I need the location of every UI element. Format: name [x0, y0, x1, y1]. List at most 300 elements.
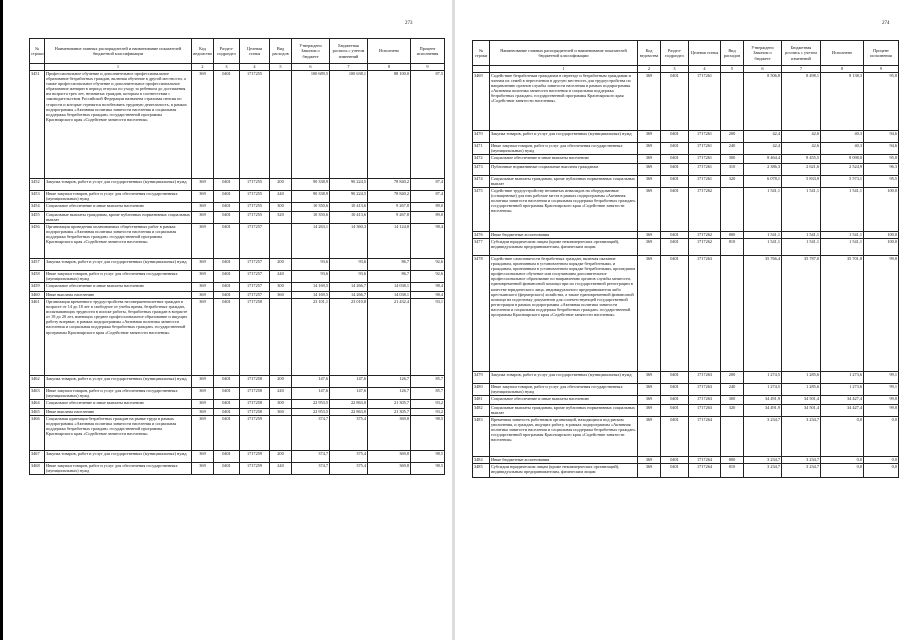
header-row — [30, 39, 445, 64]
cell-dept-code: 369 — [638, 464, 661, 478]
cell-expense-type: 200 — [721, 372, 744, 384]
header-executed-amount: Исполнено — [821, 41, 864, 66]
cell-item-name: Иные закупки товаров, работ и услуг для обеспечения государственных (муниципальных) нужд — [490, 384, 638, 396]
cell-target-item: 1717258 — [240, 376, 270, 388]
cell-approved-amount: 14 263,1 — [292, 224, 330, 259]
column-number: 7 — [330, 64, 368, 71]
cell-approved-amount: 14 169,5 — [292, 283, 330, 292]
cell-execution-percent: 92,6 — [411, 271, 445, 283]
cell-approved-amount: 93,6 — [292, 271, 330, 283]
cell-execution-percent: 93,2 — [411, 400, 445, 409]
cell-target-item: 1717263 — [689, 256, 721, 372]
cell-executed-amount: 8 098,0 — [821, 155, 864, 164]
cell-section-code: 0401 — [214, 463, 240, 475]
cell-revised-amount: 22 863,0 — [330, 409, 368, 416]
cell-section-code: 0401 — [214, 400, 240, 409]
cell-section-code: 0401 — [661, 372, 689, 384]
cell-execution-percent: 92,6 — [411, 259, 445, 271]
cell-expense-type: 810 — [721, 464, 744, 478]
cell-revised-amount: 93,6 — [330, 271, 368, 283]
cell-expense-type: 810 — [721, 239, 744, 256]
cell-item-name: Иные бюджетные ассигнования — [490, 457, 638, 464]
cell-revised-amount: 147,6 — [330, 388, 368, 400]
cell-approved-amount: 35 766,4 — [744, 256, 782, 372]
cell-item-name: Субсидии юридическим лицам (кроме некоммерческих организаций), индивидуальным предпринимателям, физическим лицам — [490, 239, 638, 256]
cell-row-number: 3473 — [473, 164, 490, 176]
cell-revised-amount: 375,4 — [330, 463, 368, 475]
cell-approved-amount: 42,4 — [744, 143, 782, 155]
cell-expense-type: 200 — [270, 259, 292, 271]
table-row — [30, 71, 445, 179]
cell-dept-code: 369 — [192, 203, 214, 212]
cell-execution-percent: 93,2 — [411, 409, 445, 416]
table-row — [473, 256, 899, 372]
cell-executed-amount: 8 138,3 — [821, 73, 864, 131]
cell-execution-percent: 98,5 — [411, 416, 445, 451]
table-row — [473, 396, 899, 405]
cell-row-number: 3485 — [473, 464, 490, 478]
cell-item-name: Содействие трудоустройству незанятых инвалидов на оборудованные (оснащенные) для них рабочие места в рамках подпрограммы «Активная политика занятости населения и социальная поддержка безработных граждан» государственной программы Красноярского края «Содействие занятости населения» — [490, 188, 638, 232]
cell-item-name: Социальное обеспечение и иные выплаты населению — [490, 155, 638, 164]
cell-approved-amount: 34 491,9 — [744, 396, 782, 405]
cell-item-name: Закупка товаров, работ и услуг для государственных (муниципальных) нужд — [45, 259, 192, 271]
cell-revised-amount: 3 234,7 — [782, 464, 821, 478]
table-row — [473, 417, 899, 457]
cell-dept-code: 369 — [192, 259, 214, 271]
cell-item-name: Субсидии юридическим лицам (кроме некоммерческих организаций), индивидуальным предпринимателям, физическим лицам — [490, 464, 638, 478]
cell-executed-amount: 369,8 — [368, 416, 411, 451]
cell-revised-amount: 1 541,1 — [782, 239, 821, 256]
cell-revised-amount: 90 224,5 — [330, 179, 368, 191]
cell-row-number: 3454 — [30, 203, 45, 212]
cell-revised-amount: 42,6 — [782, 131, 821, 143]
column-number-row — [473, 66, 899, 73]
cell-item-name: Публичные нормативные социальные выплаты гражданам — [490, 164, 638, 176]
cell-item-name: Социальное обеспечение и иные выплаты населению — [45, 283, 192, 292]
cell-row-number: 3457 — [30, 259, 45, 271]
cell-revised-amount: 93,6 — [330, 259, 368, 271]
cell-section-code: 0401 — [214, 203, 240, 212]
table-row — [473, 239, 899, 256]
cell-expense-type: 200 — [270, 179, 292, 191]
cell-section-code: 0401 — [214, 179, 240, 191]
cell-target-item: 1717264 — [689, 457, 721, 464]
cell-target-item: 1717262 — [689, 232, 721, 239]
cell-row-number: 3477 — [473, 239, 490, 256]
cell-dept-code: 369 — [638, 417, 661, 457]
cell-expense-type — [270, 416, 292, 451]
cell-dept-code: 369 — [192, 71, 214, 179]
header-row-number: № строки — [30, 39, 45, 64]
cell-expense-type — [270, 224, 292, 259]
table-row — [30, 259, 445, 271]
column-number: 6 — [744, 66, 782, 73]
cell-expense-type: 300 — [270, 283, 292, 292]
column-number: 5 — [270, 64, 292, 71]
column-number: 8 — [368, 64, 411, 71]
header-execution-percent: Процент исполнения — [864, 41, 899, 66]
cell-section-code: 0401 — [661, 73, 689, 131]
cell-revised-amount: 375,4 — [330, 416, 368, 451]
table-row — [30, 376, 445, 388]
cell-target-item: 1717258 — [240, 400, 270, 409]
cell-revised-amount: 10 413,6 — [330, 203, 368, 212]
column-number: 1 — [490, 66, 638, 73]
cell-approved-amount: 1 541,1 — [744, 239, 782, 256]
cell-row-number: 3458 — [30, 271, 45, 283]
cell-row-number: 3461 — [30, 299, 45, 376]
cell-dept-code: 369 — [638, 232, 661, 239]
cell-item-name: Иные закупки товаров, работ и услуг для обеспечения государственных (муниципальных) нужд — [45, 191, 192, 203]
cell-target-item: 1717258 — [240, 409, 270, 416]
cell-section-code: 0401 — [214, 416, 240, 451]
cell-item-name: Иные закупки товаров, работ и услуг для обеспечения государственных (муниципальных) нужд — [45, 271, 192, 283]
cell-target-item: 1717262 — [689, 239, 721, 256]
cell-expense-type — [721, 188, 744, 232]
cell-item-name: Иные бюджетные ассигнования — [490, 232, 638, 239]
cell-section-code: 0401 — [214, 451, 240, 463]
cell-row-number: 3469 — [473, 73, 490, 131]
cell-expense-type: 240 — [721, 384, 744, 396]
cell-row-number: 3484 — [473, 457, 490, 464]
cell-execution-percent: 89,0 — [411, 203, 445, 212]
column-number: 4 — [240, 64, 270, 71]
cell-item-name: Закупка товаров, работ и услуг для государственных (муниципальных) нужд — [45, 376, 192, 388]
cell-row-number: 3472 — [473, 155, 490, 164]
cell-dept-code: 369 — [638, 457, 661, 464]
cell-revised-amount: 3 234,7 — [782, 457, 821, 464]
cell-dept-code: 369 — [638, 239, 661, 256]
cell-executed-amount: 14 038,1 — [368, 283, 411, 292]
cell-approved-amount: 3 234,7 — [744, 417, 782, 457]
page-number: 274 — [882, 21, 890, 26]
cell-expense-type: 240 — [270, 463, 292, 475]
right-page — [455, 0, 905, 640]
cell-item-name: Закупка товаров, работ и услуг для государственных (муниципальных) нужд — [490, 131, 638, 143]
header-row-number: № строки — [473, 41, 490, 66]
cell-section-code: 0401 — [214, 292, 240, 299]
cell-approved-amount: 93,6 — [292, 259, 330, 271]
cell-expense-type: 360 — [270, 292, 292, 299]
cell-executed-amount: 86,7 — [368, 259, 411, 271]
cell-expense-type — [270, 71, 292, 179]
cell-expense-type: 320 — [721, 176, 744, 188]
cell-section-code: 0401 — [214, 299, 240, 376]
cell-row-number: 3453 — [30, 191, 45, 203]
cell-executed-amount: 21 432,4 — [368, 299, 411, 376]
cell-approved-amount: 6 078,1 — [744, 176, 782, 188]
table-row — [30, 179, 445, 191]
header-executed-amount: Исполнено — [368, 39, 411, 64]
cell-row-number: 3468 — [30, 463, 45, 475]
cell-revised-amount: 1 541,1 — [782, 232, 821, 239]
cell-executed-amount: 9 267,8 — [368, 212, 411, 224]
cell-execution-percent: 0,0 — [864, 417, 899, 457]
cell-dept-code: 369 — [638, 256, 661, 372]
cell-row-number: 3474 — [473, 176, 490, 188]
cell-revised-amount: 1 285,6 — [782, 372, 821, 384]
cell-row-number: 3459 — [30, 283, 45, 292]
table-row — [30, 212, 445, 224]
cell-dept-code: 369 — [638, 405, 661, 417]
header-execution-percent: Процент исполнения — [411, 39, 445, 64]
cell-row-number: 3476 — [473, 232, 490, 239]
cell-executed-amount: 1 273,6 — [821, 384, 864, 396]
cell-row-number: 3464 — [30, 400, 45, 409]
cell-expense-type: 310 — [721, 164, 744, 176]
cell-target-item: 1717262 — [689, 188, 721, 232]
cell-row-number: 3455 — [30, 212, 45, 224]
cell-target-item: 1717263 — [689, 396, 721, 405]
cell-target-item: 1717261 — [689, 143, 721, 155]
header-section-code: Раздел-подраздел — [214, 39, 240, 64]
cell-revised-amount: 34 501,4 — [782, 405, 821, 417]
cell-executed-amount: 0,0 — [821, 457, 864, 464]
column-number: 2 — [192, 64, 214, 71]
column-number: 6 — [292, 64, 330, 71]
cell-revised-amount: 34 501,4 — [782, 396, 821, 405]
cell-row-number: 3481 — [473, 396, 490, 405]
cell-item-name: Иные закупки товаров, работ и услуг для обеспечения государственных (муниципальных) нужд — [45, 388, 192, 400]
cell-item-name: Социальное обеспечение и иные выплаты населению — [45, 400, 192, 409]
cell-approved-amount: 374,7 — [292, 416, 330, 451]
cell-section-code: 0401 — [661, 188, 689, 232]
header-approved-amount: Утверждено Законом о бюджете — [292, 39, 330, 64]
table-row — [473, 155, 899, 164]
cell-target-item: 1717263 — [689, 405, 721, 417]
cell-dept-code: 369 — [192, 212, 214, 224]
cell-row-number: 3483 — [473, 417, 490, 457]
cell-item-name: Организация проведения оплачиваемых общественных работ в рамках подпрограммы «Активная политика занятости населения и социальная поддержка безработных граждан» государственной программы Красноярского края «Содействие занятости населения» — [45, 224, 192, 259]
cell-expense-type: 240 — [270, 191, 292, 203]
table-row — [473, 464, 899, 478]
cell-dept-code: 369 — [192, 376, 214, 388]
cell-expense-type — [270, 299, 292, 376]
cell-section-code: 0401 — [214, 191, 240, 203]
cell-execution-percent: 93,1 — [411, 299, 445, 376]
cell-dept-code: 369 — [192, 179, 214, 191]
cell-section-code: 0401 — [661, 384, 689, 396]
table-row — [473, 73, 899, 131]
cell-approved-amount: 90 338,9 — [292, 179, 330, 191]
cell-execution-percent: 0,0 — [864, 464, 899, 478]
cell-item-name: Социальные выплаты гражданам, кроме публичных нормативных социальных выплат — [46, 212, 190, 223]
cell-execution-percent: 98,4 — [411, 283, 445, 292]
cell-execution-percent: 100,0 — [864, 188, 899, 232]
cell-expense-type: 300 — [270, 203, 292, 212]
cell-dept-code: 369 — [192, 400, 214, 409]
cell-target-item: 1717259 — [240, 451, 270, 463]
cell-executed-amount: 1 273,6 — [821, 372, 864, 384]
cell-execution-percent: 95,8 — [864, 73, 899, 131]
header-dept-code: Код ведомства — [192, 39, 214, 64]
cell-execution-percent: 100,0 — [864, 232, 899, 239]
column-number: 5 — [721, 66, 744, 73]
cell-approved-amount: 100 689,5 — [292, 71, 330, 179]
table-row — [30, 292, 445, 299]
cell-section-code: 0401 — [661, 464, 689, 478]
cell-target-item: 1717257 — [240, 283, 270, 292]
cell-item-name: Иные закупки товаров, работ и услуг для обеспечения государственных (муниципальных) нужд — [490, 143, 638, 155]
cell-execution-percent: 89,0 — [411, 212, 445, 224]
cell-executed-amount: 126,7 — [368, 388, 411, 400]
header-revised-amount: Бюджетная роспись с учетом изменений — [782, 41, 821, 66]
cell-execution-percent: 99,1 — [864, 384, 899, 396]
table-row — [473, 131, 899, 143]
cell-executed-amount: 2 524,9 — [821, 164, 864, 176]
cell-section-code: 0401 — [661, 155, 689, 164]
header-dept-code: Код ведомства — [638, 41, 661, 66]
cell-item-name: Содействие самозанятости безработных граждан, включая оказание гражданам, признанным в установленном порядке безработными, и гражданам, признанным в установленном порядке безработными, прошедшим профессиональное обучение или получившим дополнительное профессиональное образование по направлению органов службы занятости, единовременной финансовой помощи при их государственной регистрации в качестве юридического лица, индивидуального предпринимателя либо крестьянского (фермерского) хозяйства, а также единовременной финансовой помощи на подготовку документов для соответствующей государственной регистрации в рамках подпрограммы «Активная политика занятости населения и социальная поддержка безработных граждан» государственной программы Красноярского края «Содействие занятости населения» — [490, 256, 638, 372]
header-revised-amount: Бюджетная роспись с учетом изменений — [330, 39, 368, 64]
cell-revised-amount: 23 010,8 — [330, 299, 368, 376]
page-number: 273 — [405, 21, 413, 26]
cell-execution-percent: 99,8 — [864, 396, 899, 405]
cell-target-item: 1717255 — [240, 71, 270, 179]
cell-section-code: 0401 — [661, 143, 689, 155]
cell-expense-type — [721, 256, 744, 372]
cell-target-item: 1717258 — [240, 388, 270, 400]
cell-revised-amount: 2 621,6 — [782, 164, 821, 176]
cell-execution-percent: 87,4 — [411, 191, 445, 203]
cell-target-item: 1717255 — [240, 179, 270, 191]
cell-target-item: 1717261 — [689, 73, 721, 131]
cell-section-code: 0401 — [661, 396, 689, 405]
cell-approved-amount: 2 386,3 — [744, 164, 782, 176]
column-number — [473, 66, 490, 73]
cell-expense-type: 800 — [721, 232, 744, 239]
table-row — [473, 405, 899, 417]
cell-section-code: 0401 — [214, 409, 240, 416]
cell-approved-amount: 147,6 — [292, 376, 330, 388]
column-number: 4 — [689, 66, 721, 73]
cell-executed-amount: 1 541,1 — [821, 188, 864, 232]
cell-row-number: 3462 — [30, 376, 45, 388]
cell-approved-amount: 374,7 — [292, 463, 330, 475]
cell-expense-type: 320 — [721, 405, 744, 417]
cell-executed-amount: 78 840,2 — [368, 191, 411, 203]
cell-execution-percent: 98,4 — [411, 292, 445, 299]
cell-section-code: 0401 — [214, 283, 240, 292]
cell-row-number: 3482 — [473, 405, 490, 417]
cell-execution-percent: 95,5 — [864, 176, 899, 188]
cell-executed-amount: 34 427,4 — [821, 405, 864, 417]
cell-revised-amount: 375,4 — [330, 451, 368, 463]
cell-executed-amount: 0,0 — [821, 417, 864, 457]
cell-executed-amount: 9 267,8 — [368, 203, 411, 212]
cell-target-item: 1717263 — [689, 372, 721, 384]
cell-revised-amount: 35 787,0 — [782, 256, 821, 372]
cell-revised-amount: 42,6 — [782, 143, 821, 155]
cell-execution-percent: 85,7 — [411, 376, 445, 388]
column-number: 2 — [638, 66, 661, 73]
cell-revised-amount: 8 455,5 — [782, 155, 821, 164]
cell-section-code: 0401 — [661, 405, 689, 417]
cell-item-name: Социальное обеспечение и иные выплаты населению — [490, 396, 638, 405]
cell-row-number: 3466 — [30, 416, 45, 451]
column-number: 7 — [782, 66, 821, 73]
table-row — [473, 372, 899, 384]
cell-target-item: 1717261 — [689, 164, 721, 176]
cell-item-name: Профессиональное обучение и дополнительное профессиональное образование безработных граждан, включая обучение в другой местности, а также профессиональное обучение и дополнительное профессиональное образование женщин в период отпуска по уходу за ребенком до достижения им возраста трех лет, незанятых граждан, которым в соответствии с законодательством Российской Федерации назначена страховая пенсия по старости и которые стремятся возобновить трудовую деятельность, в рамках подпрограммы «Активная политика занятости населения и социальная поддержка безработных граждан» государственной программы Красноярского края «Содействие занятости населения» — [45, 71, 192, 179]
cell-dept-code: 369 — [638, 372, 661, 384]
cell-executed-amount: 14 038,1 — [368, 292, 411, 299]
cell-revised-amount: 10 413,6 — [330, 212, 368, 224]
cell-dept-code: 369 — [192, 463, 214, 475]
cell-revised-amount: 8 498,1 — [782, 73, 821, 131]
cell-executed-amount: 369,8 — [368, 463, 411, 475]
cell-revised-amount: 5 833,9 — [782, 176, 821, 188]
cell-dept-code: 369 — [638, 396, 661, 405]
table-row — [473, 188, 899, 232]
cell-target-item: 1717258 — [240, 299, 270, 376]
cell-expense-type — [721, 73, 744, 131]
cell-dept-code: 369 — [192, 292, 214, 299]
cell-target-item: 1717264 — [689, 464, 721, 478]
cell-item-name: Временная занятость работников организаций, находящихся под риском увольнения, и граждан, ищущих работу, в рамках подпрограммы «Активная политика занятости населения и социальная поддержка безработных граждан» государственной программы Красноярского края «Содействие занятости населения» — [490, 417, 638, 457]
cell-revised-amount: 100 638,1 — [330, 71, 368, 179]
cell-execution-percent: 94,6 — [864, 143, 899, 155]
cell-execution-percent: 94,6 — [864, 131, 899, 143]
cell-revised-amount: 90 224,5 — [330, 191, 368, 203]
cell-row-number: 3467 — [30, 451, 45, 463]
cell-approved-amount: 10 350,6 — [292, 212, 330, 224]
cell-approved-amount: 3 234,7 — [744, 457, 782, 464]
budget-table — [472, 40, 899, 478]
cell-dept-code: 369 — [638, 143, 661, 155]
cell-expense-type: 300 — [721, 155, 744, 164]
header-approved-amount: Утверждено Законом о бюджете — [744, 41, 782, 66]
cell-dept-code: 369 — [192, 451, 214, 463]
column-number: 3 — [661, 66, 689, 73]
column-number: 9 — [864, 66, 899, 73]
header-expense-type: Вид расходов — [721, 41, 744, 66]
cell-row-number: 3479 — [473, 372, 490, 384]
cell-executed-amount: 369,8 — [368, 451, 411, 463]
cell-approved-amount: 374,7 — [292, 451, 330, 463]
header-target-item: Целевая статья — [689, 41, 721, 66]
cell-row-number: 3470 — [473, 131, 490, 143]
column-number: 8 — [821, 66, 864, 73]
cell-approved-amount: 90 338,9 — [292, 191, 330, 203]
cell-executed-amount: 21 305,7 — [368, 409, 411, 416]
cell-target-item: 1717259 — [240, 463, 270, 475]
cell-item-name: Социальные выплаты гражданам, кроме публичных нормативных социальных выплат — [490, 176, 638, 188]
table-row — [30, 409, 445, 416]
cell-row-number: 3463 — [30, 388, 45, 400]
cell-target-item: 1717255 — [240, 191, 270, 203]
cell-approved-amount: 3 234,7 — [744, 464, 782, 478]
cell-expense-type: 360 — [270, 409, 292, 416]
cell-revised-amount: 22 863,0 — [330, 400, 368, 409]
cell-row-number: 3452 — [30, 179, 45, 191]
cell-target-item: 1717261 — [689, 176, 721, 188]
cell-dept-code: 369 — [638, 73, 661, 131]
cell-row-number: 3475 — [473, 188, 490, 232]
cell-approved-amount: 147,6 — [292, 388, 330, 400]
cell-dept-code: 369 — [192, 409, 214, 416]
cell-approved-amount: 8 506,8 — [744, 73, 782, 131]
cell-row-number: 3451 — [30, 71, 45, 179]
cell-execution-percent: 95,8 — [864, 155, 899, 164]
cell-item-name: Иные выплаты населению — [45, 292, 192, 299]
header-section-code: Раздел-подраздел — [661, 41, 689, 66]
cell-dept-code: 369 — [638, 188, 661, 232]
cell-dept-code: 369 — [192, 299, 214, 376]
cell-expense-type: 300 — [721, 396, 744, 405]
column-number: 1 — [45, 64, 192, 71]
cell-section-code: 0401 — [214, 212, 240, 224]
